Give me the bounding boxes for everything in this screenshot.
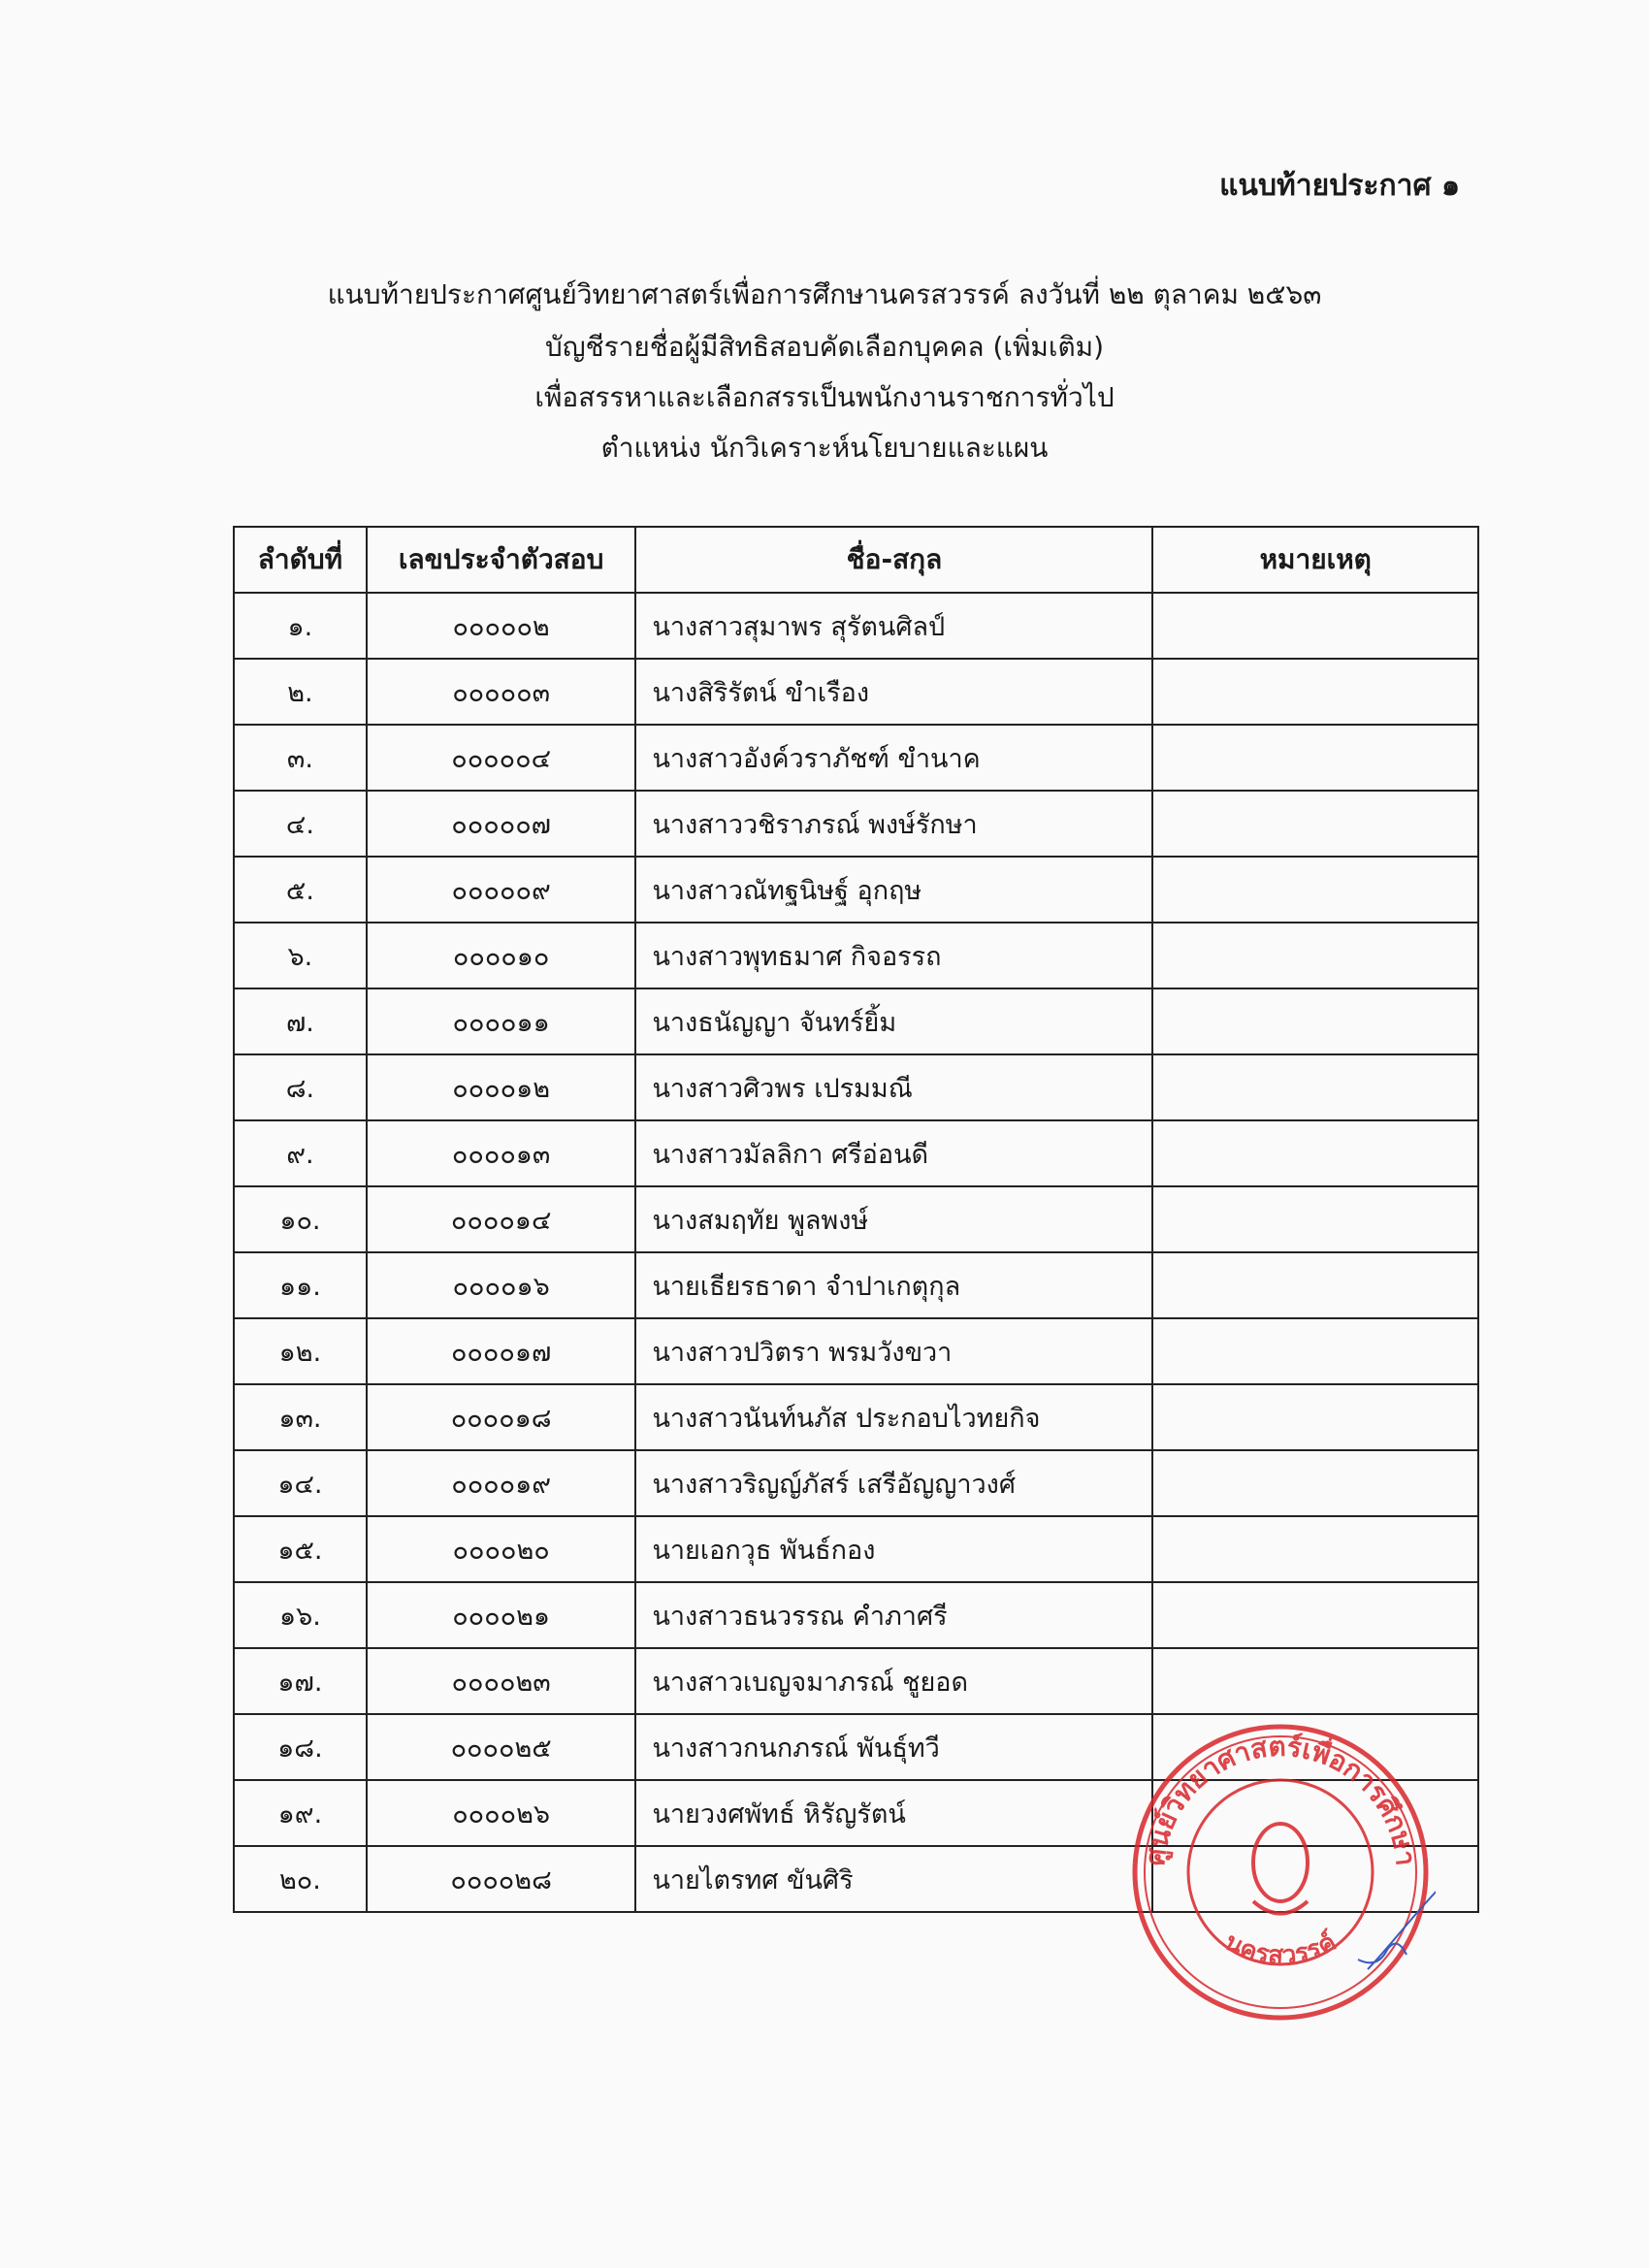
svg-text:ศูนย์วิทยาศาสตร์เพื่อการศึกษา [1139, 1731, 1422, 1867]
svg-text:นครสวรรค์ [1219, 1927, 1341, 1970]
table-header-row [234, 527, 1478, 593]
cell-exam-id: ๐๐๐๐๐๗ [367, 791, 636, 857]
cell-name: นางสาวกนกภรณ์ พันธุ์ทวี [635, 1714, 1152, 1780]
header-name: ชื่อ-สกุล [635, 527, 1152, 593]
cell-exam-id: ๐๐๐๐๑๗ [367, 1318, 636, 1384]
cell-remark [1152, 1384, 1478, 1450]
table-row [234, 1186, 1478, 1252]
cell-order: ๖. [234, 923, 367, 988]
cell-exam-id: ๐๐๐๐๑๓ [367, 1120, 636, 1186]
cell-order: ๑๓. [234, 1384, 367, 1450]
table-row [234, 1450, 1478, 1516]
cell-name: นางสาวณัทฐนิษฐ์ อุกฤษ [635, 857, 1152, 923]
cell-remark [1152, 1516, 1478, 1582]
table-row [234, 659, 1478, 725]
candidate-table [233, 526, 1479, 1913]
cell-exam-id: ๐๐๐๐๑๔ [367, 1186, 636, 1252]
cell-name: นางสาววชิราภรณ์ พงษ์รักษา [635, 791, 1152, 857]
cell-name: นางสมฤทัย พูลพงษ์ [635, 1186, 1152, 1252]
table-row [234, 923, 1478, 988]
heading-line-2: บัญชีรายชื่อผู้มีสิทธิสอบคัดเลือกบุคคล (เพิ่มเติม) [544, 331, 1105, 363]
cell-exam-id: ๐๐๐๐๐๒ [367, 593, 636, 659]
cell-order: ๑๑. [234, 1252, 367, 1318]
cell-order: ๑๔. [234, 1450, 367, 1516]
cell-name: นางธนัญญา จันทร์ยิ้ม [635, 988, 1152, 1054]
table-row [234, 1120, 1478, 1186]
cell-exam-id: ๐๐๐๐๑๑ [367, 988, 636, 1054]
cell-exam-id: ๐๐๐๐๐๙ [367, 857, 636, 923]
cell-exam-id: ๐๐๐๐๒๘ [367, 1846, 636, 1912]
cell-remark [1152, 1252, 1478, 1318]
cell-remark [1152, 988, 1478, 1054]
cell-name: นางสาวปวิตรา พรมวังขวา [635, 1318, 1152, 1384]
cell-remark [1152, 1318, 1478, 1384]
cell-exam-id: ๐๐๐๐๒๕ [367, 1714, 636, 1780]
table-row [234, 1582, 1478, 1648]
cell-remark [1152, 857, 1478, 923]
cell-order: ๑๙. [234, 1780, 367, 1846]
table-row [234, 988, 1478, 1054]
cell-order: ๙. [234, 1120, 367, 1186]
cell-remark [1152, 791, 1478, 857]
cell-remark [1152, 593, 1478, 659]
table-row [234, 1252, 1478, 1318]
cell-exam-id: ๐๐๐๐๒๐ [367, 1516, 636, 1582]
cell-name: นางสาวริญญ์ภัสร์ เสรีอัญญาวงศ์ [635, 1450, 1152, 1516]
cell-name: นายเธียรธาดา จำปาเกตุกุล [635, 1252, 1152, 1318]
cell-order: ๑๘. [234, 1714, 367, 1780]
heading-line-3: เพื่อสรรหาและเลือกสรรเป็นพนักงานราชการทั่วไป [534, 381, 1115, 413]
cell-exam-id: ๐๐๐๐๐๓ [367, 659, 636, 725]
header-order: ลำดับที่ [234, 527, 367, 593]
cell-remark [1152, 1054, 1478, 1120]
cell-order: ๑๖. [234, 1582, 367, 1648]
table-row [234, 1516, 1478, 1582]
cell-order: ๒. [234, 659, 367, 725]
cell-remark [1152, 725, 1478, 791]
heading-line-4: ตำแหน่ง นักวิเคราะห์นโยบายและแผน [600, 432, 1049, 464]
cell-order: ๑๕. [234, 1516, 367, 1582]
cell-name: นายเอกวุธ พันธ์กอง [635, 1516, 1152, 1582]
cell-name: นางสาวอังค์วราภัชฑ์ ขำนาค [635, 725, 1152, 791]
cell-exam-id: ๐๐๐๐๐๔ [367, 725, 636, 791]
heading-line-1: แนบท้ายประกาศศูนย์วิทยาศาสตร์เพื่อการศึกษานครสวรรค์ ลงวันที่ ๒๒ ตุลาคม ๒๕๖๓ [327, 278, 1322, 310]
cell-name: นายวงศพัทธ์ หิรัญรัตน์ [635, 1780, 1152, 1846]
seal-text-top: ศูนย์วิทยาศาสตร์เพื่อการศึกษา [1139, 1730, 1422, 1867]
cell-exam-id: ๐๐๐๐๑๙ [367, 1450, 636, 1516]
seal-text-bottom: นครสวรรค์ [1219, 1927, 1342, 1971]
cell-name: นางสิริรัตน์ ขำเรือง [635, 659, 1152, 725]
cell-remark [1152, 1450, 1478, 1516]
cell-exam-id: ๐๐๐๐๑๖ [367, 1252, 636, 1318]
cell-remark [1152, 1120, 1478, 1186]
cell-order: ๑๗. [234, 1648, 367, 1714]
cell-order: ๗. [234, 988, 367, 1054]
annex-label: แนบท้ายประกาศ ๑ [1219, 169, 1460, 203]
table-row [234, 1384, 1478, 1450]
cell-remark [1152, 659, 1478, 725]
cell-name: นางสาวศิวพร เปรมมณี [635, 1054, 1152, 1120]
cell-remark [1152, 1582, 1478, 1648]
cell-order: ๒๐. [234, 1846, 367, 1912]
table-row [234, 593, 1478, 659]
cell-order: ๑. [234, 593, 367, 659]
cell-name: นางสาวนันท์นภัส ประกอบไวทยกิจ [635, 1384, 1152, 1450]
cell-exam-id: ๐๐๐๐๒๖ [367, 1780, 636, 1846]
cell-name: นางสาวสุมาพร สุรัตนศิลป์ [635, 593, 1152, 659]
table-row [234, 1648, 1478, 1714]
cell-remark [1152, 923, 1478, 988]
cell-exam-id: ๐๐๐๐๑๐ [367, 923, 636, 988]
table-row [234, 1318, 1478, 1384]
cell-order: ๘. [234, 1054, 367, 1120]
header-exam-id: เลขประจำตัวสอบ [367, 527, 636, 593]
table-row [234, 725, 1478, 791]
cell-name: นายไตรทศ ขันศิริ [635, 1846, 1152, 1912]
cell-order: ๕. [234, 857, 367, 923]
cell-exam-id: ๐๐๐๐๒๑ [367, 1582, 636, 1648]
cell-name: นางสาวธนวรรณ คำภาศรี [635, 1582, 1152, 1648]
cell-order: ๓. [234, 725, 367, 791]
table-row [234, 1054, 1478, 1120]
cell-exam-id: ๐๐๐๐๑๘ [367, 1384, 636, 1450]
cell-order: ๑๒. [234, 1318, 367, 1384]
cell-name: นางสาวเบญจมาภรณ์ ชูยอด [635, 1648, 1152, 1714]
header-remark: หมายเหตุ [1152, 527, 1478, 593]
cell-remark [1152, 1648, 1478, 1714]
table-row [234, 791, 1478, 857]
cell-name: นางสาวพุทธมาศ กิจอรรถ [635, 923, 1152, 988]
official-seal [1125, 1717, 1436, 2037]
cell-order: ๑๐. [234, 1186, 367, 1252]
table-row [234, 857, 1478, 923]
cell-exam-id: ๐๐๐๐๑๒ [367, 1054, 636, 1120]
cell-name: นางสาวมัลลิกา ศรีอ่อนดี [635, 1120, 1152, 1186]
cell-remark [1152, 1186, 1478, 1252]
cell-order: ๔. [234, 791, 367, 857]
cell-exam-id: ๐๐๐๐๒๓ [367, 1648, 636, 1714]
